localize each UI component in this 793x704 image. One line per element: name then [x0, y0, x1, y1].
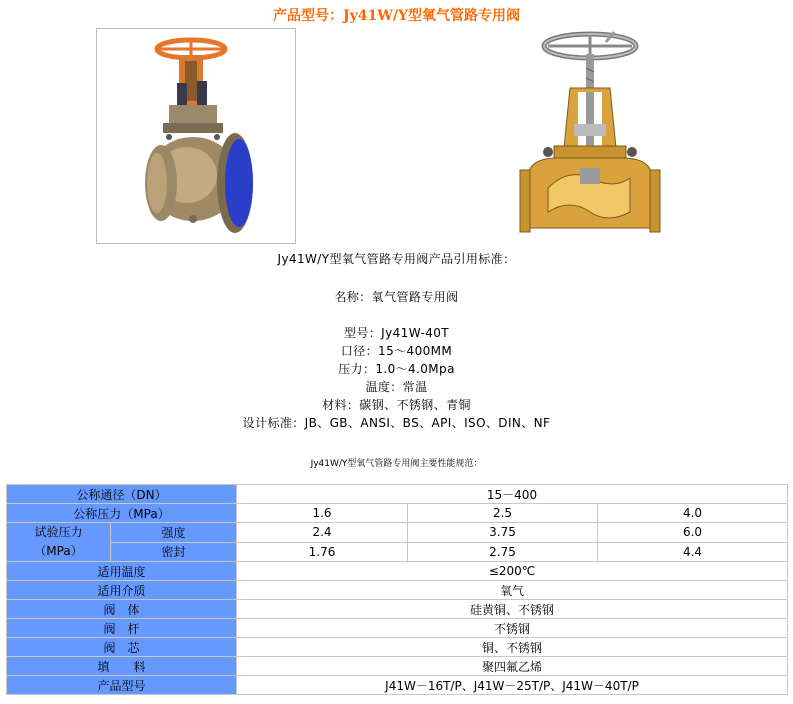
- medium-value: 氧气: [237, 581, 788, 600]
- table-row-packing: [7, 657, 788, 676]
- test-pressure-label: [7, 523, 111, 562]
- pn-value-2: 2.5: [408, 504, 598, 523]
- table-row-seal: [7, 542, 788, 562]
- standard-heading: Jy41W/Y型氧气管路专用阀产品引用标准：: [277, 252, 516, 266]
- table-row-temperature: [7, 562, 788, 581]
- product-value: J41W－16T/P、J41W－25T/P、J41W－40T/P: [237, 676, 788, 695]
- table-row-product: [7, 676, 788, 695]
- stem-label: 阀 杆: [7, 619, 237, 638]
- core-value: 铜、不锈钢: [237, 638, 788, 657]
- seal-value-1: 1.76: [237, 542, 408, 562]
- dn-value: 15－400: [237, 485, 788, 504]
- spec-diameter: 口径：15～400MM: [340, 344, 453, 358]
- spec-name: 名称：氧气管路专用阀: [334, 290, 459, 304]
- valve-photo: [96, 28, 296, 244]
- spec-material: 材料：碳钢、不锈钢、青铜: [322, 398, 471, 412]
- body-value: 硅黄铜、不锈钢: [237, 600, 788, 619]
- table-row-core: [7, 638, 788, 657]
- valve-photo-image: [97, 29, 295, 243]
- strength-label: 强度: [111, 523, 237, 543]
- strength-value-1: 2.4: [237, 523, 408, 543]
- product-label: 产品型号: [7, 676, 237, 695]
- table-row-stem: [7, 619, 788, 638]
- pn-label: 公称压力（MPa）: [7, 504, 237, 523]
- core-label: 阀 芯: [7, 638, 237, 657]
- table-row-body: [7, 600, 788, 619]
- table-row-dn: [7, 485, 788, 504]
- valve-cutaway-diagram: [518, 28, 662, 240]
- seal-label: 密封: [111, 542, 237, 562]
- seal-value-3: 4.4: [598, 542, 788, 562]
- table-row-strength: [7, 523, 788, 543]
- packing-value: 聚四氟乙烯: [237, 657, 788, 676]
- packing-label: 填 料: [7, 657, 237, 676]
- table-caption: Jy41W/Y型氧气管路专用阀主要性能规范：: [310, 459, 483, 469]
- test-pressure-label-line2: （MPa）: [34, 544, 83, 558]
- table-row-medium: [7, 581, 788, 600]
- test-pressure-label-line1: 试验压力: [34, 525, 83, 539]
- strength-value-2: 3.75: [408, 523, 598, 543]
- performance-spec-table: [6, 484, 788, 695]
- pn-value-3: 4.0: [598, 504, 788, 523]
- dn-label: 公称通径（DN）: [7, 485, 237, 504]
- temp-value: ≤200℃: [237, 562, 788, 581]
- spec-temperature: 温度：常温: [365, 380, 428, 394]
- spec-pressure: 压力：1.0～4.0Mpa: [338, 362, 455, 376]
- spec-design-standard: 设计标准：JB、GB、ANSI、BS、API、ISO、DIN、NF: [242, 416, 551, 430]
- strength-value-3: 6.0: [598, 523, 788, 543]
- product-title: 产品型号：Jy41W/Y型氧气管路专用阀: [272, 8, 521, 24]
- table-row-pn: [7, 504, 788, 523]
- stem-value: 不锈钢: [237, 619, 788, 638]
- pn-value-1: 1.6: [237, 504, 408, 523]
- body-label: 阀 体: [7, 600, 237, 619]
- seal-value-2: 2.75: [408, 542, 598, 562]
- spec-model: 型号：Jy41W-40T: [343, 326, 450, 340]
- temp-label: 适用温度: [7, 562, 237, 581]
- medium-label: 适用介质: [7, 581, 237, 600]
